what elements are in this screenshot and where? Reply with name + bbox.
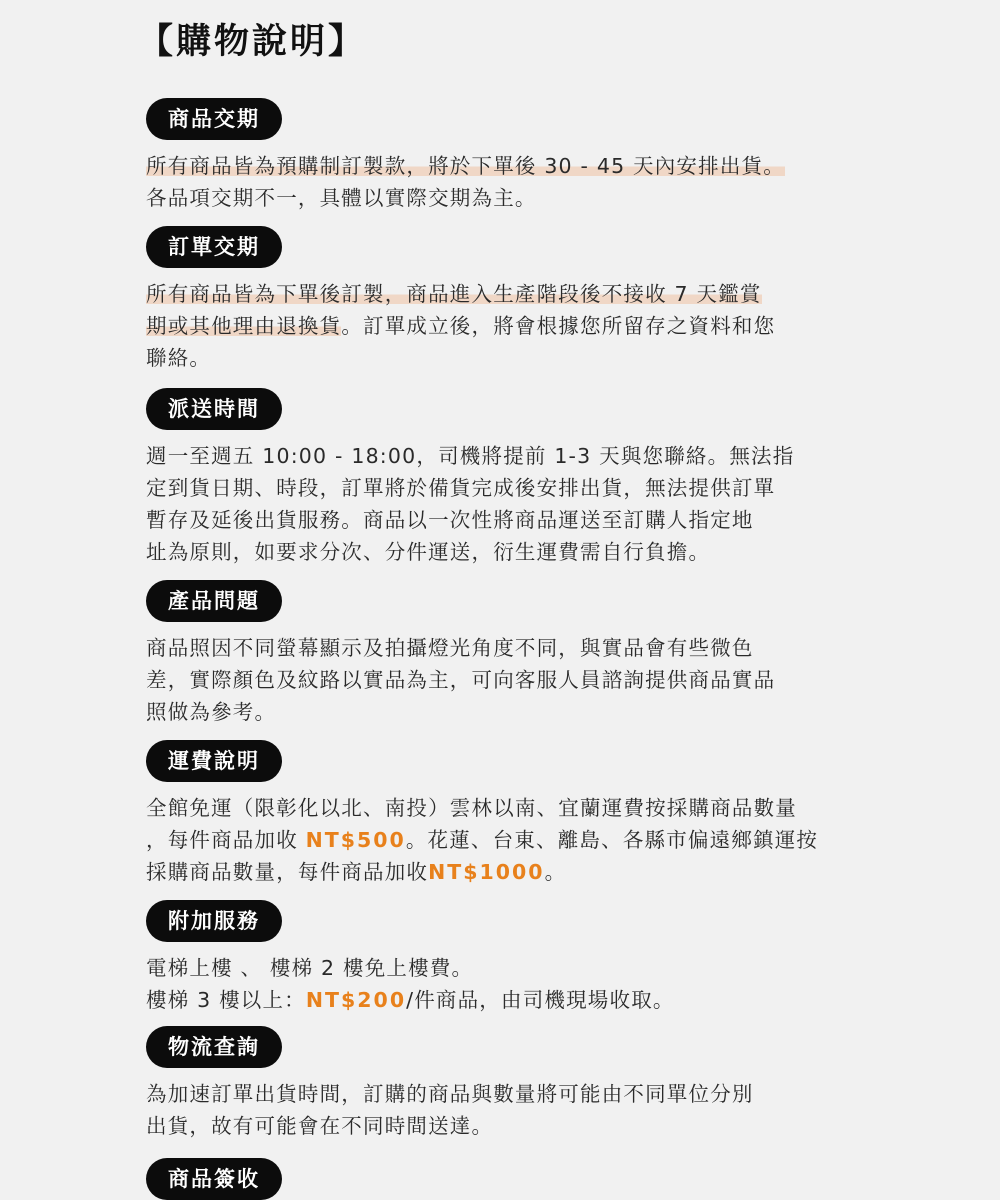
- body-line: [146, 278, 866, 310]
- price-text: NT$1000: [428, 860, 545, 884]
- highlighted-text: 所有商品皆為下單後訂製，商品進入生產階段後不接收 7 天鑑賞: [146, 282, 762, 306]
- section-heading: 商品簽收: [146, 1158, 282, 1200]
- body-line: [146, 824, 866, 856]
- section-body: [146, 632, 866, 728]
- body-line: 商品照因不同螢幕顯示及拍攝燈光角度不同，與實品會有些微色: [146, 636, 754, 660]
- body-text: 。: [544, 860, 567, 884]
- section-heading: 商品交期: [146, 98, 282, 140]
- section-logistics-inquiry: [146, 1026, 866, 1142]
- body-text: ，每件商品加收: [146, 828, 306, 852]
- body-text: 樓梯 3 樓以上：: [146, 988, 306, 1012]
- section-order-delivery: [146, 226, 866, 374]
- body-line: [146, 150, 866, 182]
- section-heading: 派送時間: [146, 388, 282, 430]
- price-text: NT$500: [305, 828, 406, 852]
- body-line: 址為原則，如要求分次、分件運送，衍生運費需自行負擔。: [146, 540, 711, 564]
- body-line: 聯絡。: [146, 346, 212, 370]
- section-heading: 物流查詢: [146, 1026, 282, 1068]
- body-text: 。訂單成立後，將會根據您所留存之資料和您: [341, 314, 776, 338]
- highlighted-text: 所有商品皆為預購制訂製款，將於下單後 30 - 45 天內安排出貨。: [146, 154, 785, 178]
- body-line: 週一至週五 10:00 - 18:00，司機將提前 1-3 天與您聯絡。無法指: [146, 444, 795, 468]
- section-heading: 訂單交期: [146, 226, 282, 268]
- section-product-issues: [146, 580, 866, 728]
- body-line: 暫存及延後出貨服務。商品以一次性將商品運送至訂購人指定地: [146, 508, 754, 532]
- section-body: [146, 440, 866, 568]
- section-product-delivery: [146, 98, 866, 214]
- section-body: [146, 278, 866, 374]
- body-line: 出貨，故有可能會在不同時間送達。: [146, 1114, 494, 1138]
- body-line: 照做為參考。: [146, 700, 277, 724]
- section-shipping-fee: [146, 740, 866, 888]
- section-heading: 產品問題: [146, 580, 282, 622]
- body-text: 。花蓮、台東、離島、各縣市偏遠鄉鎮運按: [405, 828, 819, 852]
- section-body: [146, 952, 866, 1016]
- page-title: 【購物說明】: [138, 21, 367, 62]
- body-line: 為加速訂單出貨時間，訂購的商品與數量將可能由不同單位分別: [146, 1082, 754, 1106]
- section-extra-services: [146, 900, 866, 1016]
- body-text: 採購商品數量，每件商品加收: [146, 860, 429, 884]
- body-line: 各品項交期不一，具體以實際交期為主。: [146, 186, 537, 210]
- body-line: [146, 856, 866, 888]
- section-body: [146, 792, 866, 888]
- body-line: [146, 984, 866, 1016]
- section-product-receipt: [146, 1158, 866, 1200]
- body-line: 差，實際顏色及紋路以實品為主，可向客服人員諮詢提供商品實品: [146, 668, 776, 692]
- highlighted-text: 期或其他理由退換貨: [146, 314, 342, 338]
- section-body: [146, 150, 866, 214]
- section-delivery-time: [146, 388, 866, 568]
- body-line: 定到貨日期、時段，訂單將於備貨完成後安排出貨，無法提供訂單: [146, 476, 776, 500]
- price-text: NT$200: [305, 988, 407, 1012]
- body-text: /件商品，由司機現場收取。: [406, 988, 675, 1012]
- section-heading: 附加服務: [146, 900, 282, 942]
- section-body: [146, 1078, 866, 1142]
- body-line: 全館免運（限彰化以北、南投）雲林以南、宜蘭運費按採購商品數量: [146, 796, 797, 820]
- body-line: 電梯上樓 、 樓梯 2 樓免上樓費。: [146, 956, 474, 980]
- body-line: [146, 310, 866, 342]
- section-heading: 運費說明: [146, 740, 282, 782]
